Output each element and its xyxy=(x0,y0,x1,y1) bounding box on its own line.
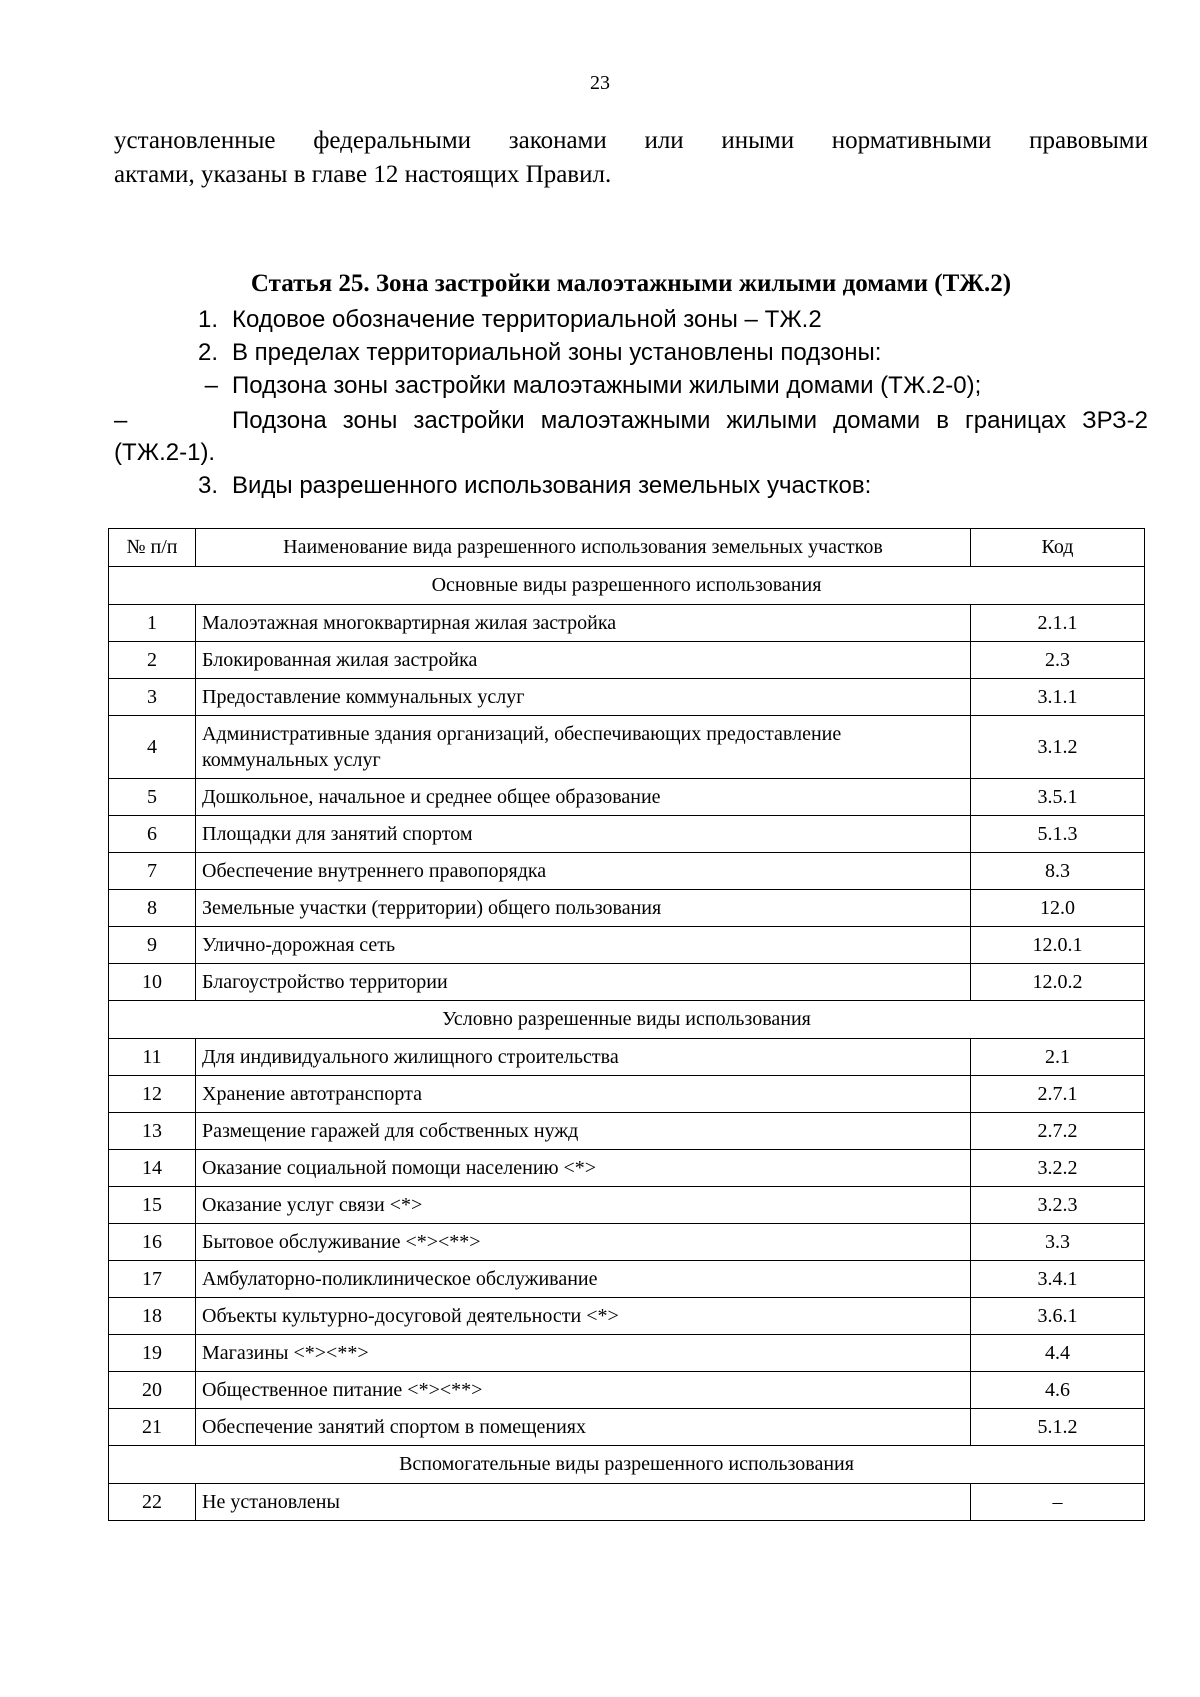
table-row xyxy=(109,642,1145,679)
list-text: Кодовое обозначение территориальной зоны – ТЖ.2 xyxy=(232,306,822,333)
table-header-row xyxy=(109,529,1145,567)
table-row xyxy=(109,1261,1145,1298)
row-code: 5.1.3 xyxy=(971,816,1145,853)
row-code: 2.1.1 xyxy=(971,605,1145,642)
list-text: В пределах территориальной зоны установлены подзоны: xyxy=(232,339,882,366)
header-name: Наименование вида разрешенного использования земельных участков xyxy=(196,529,971,567)
table-row xyxy=(109,890,1145,927)
row-code: 4.4 xyxy=(971,1335,1145,1372)
table-row xyxy=(109,1484,1145,1521)
row-number: 15 xyxy=(109,1187,196,1224)
row-code: 3.6.1 xyxy=(971,1298,1145,1335)
row-code: 3.2.3 xyxy=(971,1187,1145,1224)
table-row xyxy=(109,964,1145,1001)
row-number: 8 xyxy=(109,890,196,927)
row-code: 3.1.2 xyxy=(971,716,1145,779)
table-row xyxy=(109,1076,1145,1113)
list-item xyxy=(114,470,1148,502)
row-code: 2.3 xyxy=(971,642,1145,679)
section-title: Основные виды разрешенного использования xyxy=(109,567,1145,605)
row-number: 5 xyxy=(109,779,196,816)
row-name: Магазины <*><**> xyxy=(196,1335,971,1372)
table-row xyxy=(109,1409,1145,1446)
article-title: Статья 25. Зона застройки малоэтажными жилыми домами (ТЖ.2) xyxy=(250,270,1012,297)
section-row-conditional xyxy=(109,1001,1145,1039)
row-name: Предоставление коммунальных услуг xyxy=(196,679,971,716)
list-item xyxy=(114,370,1148,402)
row-name: Административные здания организаций, обеспечивающих предоставление коммунальных услуг xyxy=(196,716,971,779)
header-number: № п/п xyxy=(109,529,196,567)
table-row xyxy=(109,1372,1145,1409)
header-code: Код xyxy=(971,529,1145,567)
row-code: 3.3 xyxy=(971,1224,1145,1261)
list-text: (ТЖ.2-1). xyxy=(114,439,216,466)
list-item xyxy=(114,304,1148,336)
table-row xyxy=(109,1335,1145,1372)
row-number: 19 xyxy=(109,1335,196,1372)
row-number: 7 xyxy=(109,853,196,890)
row-number: 4 xyxy=(109,716,196,779)
table-row xyxy=(109,1113,1145,1150)
row-code: 3.5.1 xyxy=(971,779,1145,816)
row-name: Общественное питание <*><**> xyxy=(196,1372,971,1409)
table-row xyxy=(109,1187,1145,1224)
row-number: 21 xyxy=(109,1409,196,1446)
row-code: 3.4.1 xyxy=(971,1261,1145,1298)
row-name: Амбулаторно-поликлиническое обслуживание xyxy=(196,1261,971,1298)
row-name: Блокированная жилая застройка xyxy=(196,642,971,679)
row-code: – xyxy=(971,1484,1145,1521)
row-name: Не установлены xyxy=(196,1484,971,1521)
row-number: 14 xyxy=(109,1150,196,1187)
row-name: Бытовое обслуживание <*><**> xyxy=(196,1224,971,1261)
row-number: 12 xyxy=(109,1076,196,1113)
table-row xyxy=(109,1039,1145,1076)
row-code: 4.6 xyxy=(971,1372,1145,1409)
row-name: Оказание услуг связи <*> xyxy=(196,1187,971,1224)
table-row xyxy=(109,605,1145,642)
row-name: Благоустройство территории xyxy=(196,964,971,1001)
row-name: Обеспечение внутреннего правопорядка xyxy=(196,853,971,890)
list-marker: 2. xyxy=(197,339,218,366)
row-number: 13 xyxy=(109,1113,196,1150)
table-row xyxy=(109,1224,1145,1261)
list-item-continuation xyxy=(114,437,1148,469)
page-number: 23 xyxy=(590,72,610,94)
row-code: 2.7.1 xyxy=(971,1076,1145,1113)
row-code: 2.1 xyxy=(971,1039,1145,1076)
row-number: 1 xyxy=(109,605,196,642)
row-number: 6 xyxy=(109,816,196,853)
table-row xyxy=(109,679,1145,716)
row-code: 3.1.1 xyxy=(971,679,1145,716)
row-name: Объекты культурно-досуговой деятельности <*> xyxy=(196,1298,971,1335)
row-number: 11 xyxy=(109,1039,196,1076)
row-code: 12.0 xyxy=(971,890,1145,927)
row-number: 10 xyxy=(109,964,196,1001)
row-code: 5.1.2 xyxy=(971,1409,1145,1446)
section-title: Условно разрешенные виды использования xyxy=(109,1001,1145,1039)
intro-line-2: актами, указаны в главе 12 настоящих Правил. xyxy=(114,161,612,188)
row-code: 12.0.2 xyxy=(971,964,1145,1001)
list-text: Подзона зоны застройки малоэтажными жилыми домами (ТЖ.2-0); xyxy=(232,372,982,399)
row-code: 8.3 xyxy=(971,853,1145,890)
row-name: Для индивидуального жилищного строительства xyxy=(196,1039,971,1076)
row-name: Земельные участки (территории) общего пользования xyxy=(196,890,971,927)
row-name: Хранение автотранспорта xyxy=(196,1076,971,1113)
row-name: Дошкольное, начальное и среднее общее образование xyxy=(196,779,971,816)
table-row xyxy=(109,779,1145,816)
row-name: Площадки для занятий спортом xyxy=(196,816,971,853)
row-code: 12.0.1 xyxy=(971,927,1145,964)
section-row-auxiliary xyxy=(109,1446,1145,1484)
table-row xyxy=(109,1150,1145,1187)
row-number: 3 xyxy=(109,679,196,716)
row-name: Улично-дорожная сеть xyxy=(196,927,971,964)
land-use-table xyxy=(108,528,1145,1521)
list-item xyxy=(114,337,1148,369)
row-number: 2 xyxy=(109,642,196,679)
row-number: 18 xyxy=(109,1298,196,1335)
table-row xyxy=(109,816,1145,853)
section-row-main xyxy=(109,567,1145,605)
table-row xyxy=(109,853,1145,890)
table-row xyxy=(109,927,1145,964)
list-text: Виды разрешенного использования земельных участков: xyxy=(232,472,872,499)
list-marker: 3. xyxy=(197,472,218,499)
row-code: 3.2.2 xyxy=(971,1150,1145,1187)
row-name: Обеспечение занятий спортом в помещениях xyxy=(196,1409,971,1446)
row-number: 20 xyxy=(109,1372,196,1409)
row-number: 16 xyxy=(109,1224,196,1261)
section-title: Вспомогательные виды разрешенного использования xyxy=(109,1446,1145,1484)
list-item xyxy=(114,405,1148,437)
row-number: 17 xyxy=(109,1261,196,1298)
row-number: 22 xyxy=(109,1484,196,1521)
intro-line-1: установленные федеральными законами или иными нормативными правовыми xyxy=(114,127,1148,154)
list-marker: – xyxy=(114,407,128,434)
row-code: 2.7.2 xyxy=(971,1113,1145,1150)
list-text: Подзона зоны застройки малоэтажными жилыми домами в границах ЗРЗ-2 xyxy=(232,407,1148,434)
list-marker: – xyxy=(204,372,218,399)
list-marker: 1. xyxy=(197,306,218,333)
row-name: Размещение гаражей для собственных нужд xyxy=(196,1113,971,1150)
table-row xyxy=(109,716,1145,779)
row-number: 9 xyxy=(109,927,196,964)
row-name: Оказание социальной помощи населению <*> xyxy=(196,1150,971,1187)
row-name: Малоэтажная многоквартирная жилая застройка xyxy=(196,605,971,642)
table-row xyxy=(109,1298,1145,1335)
